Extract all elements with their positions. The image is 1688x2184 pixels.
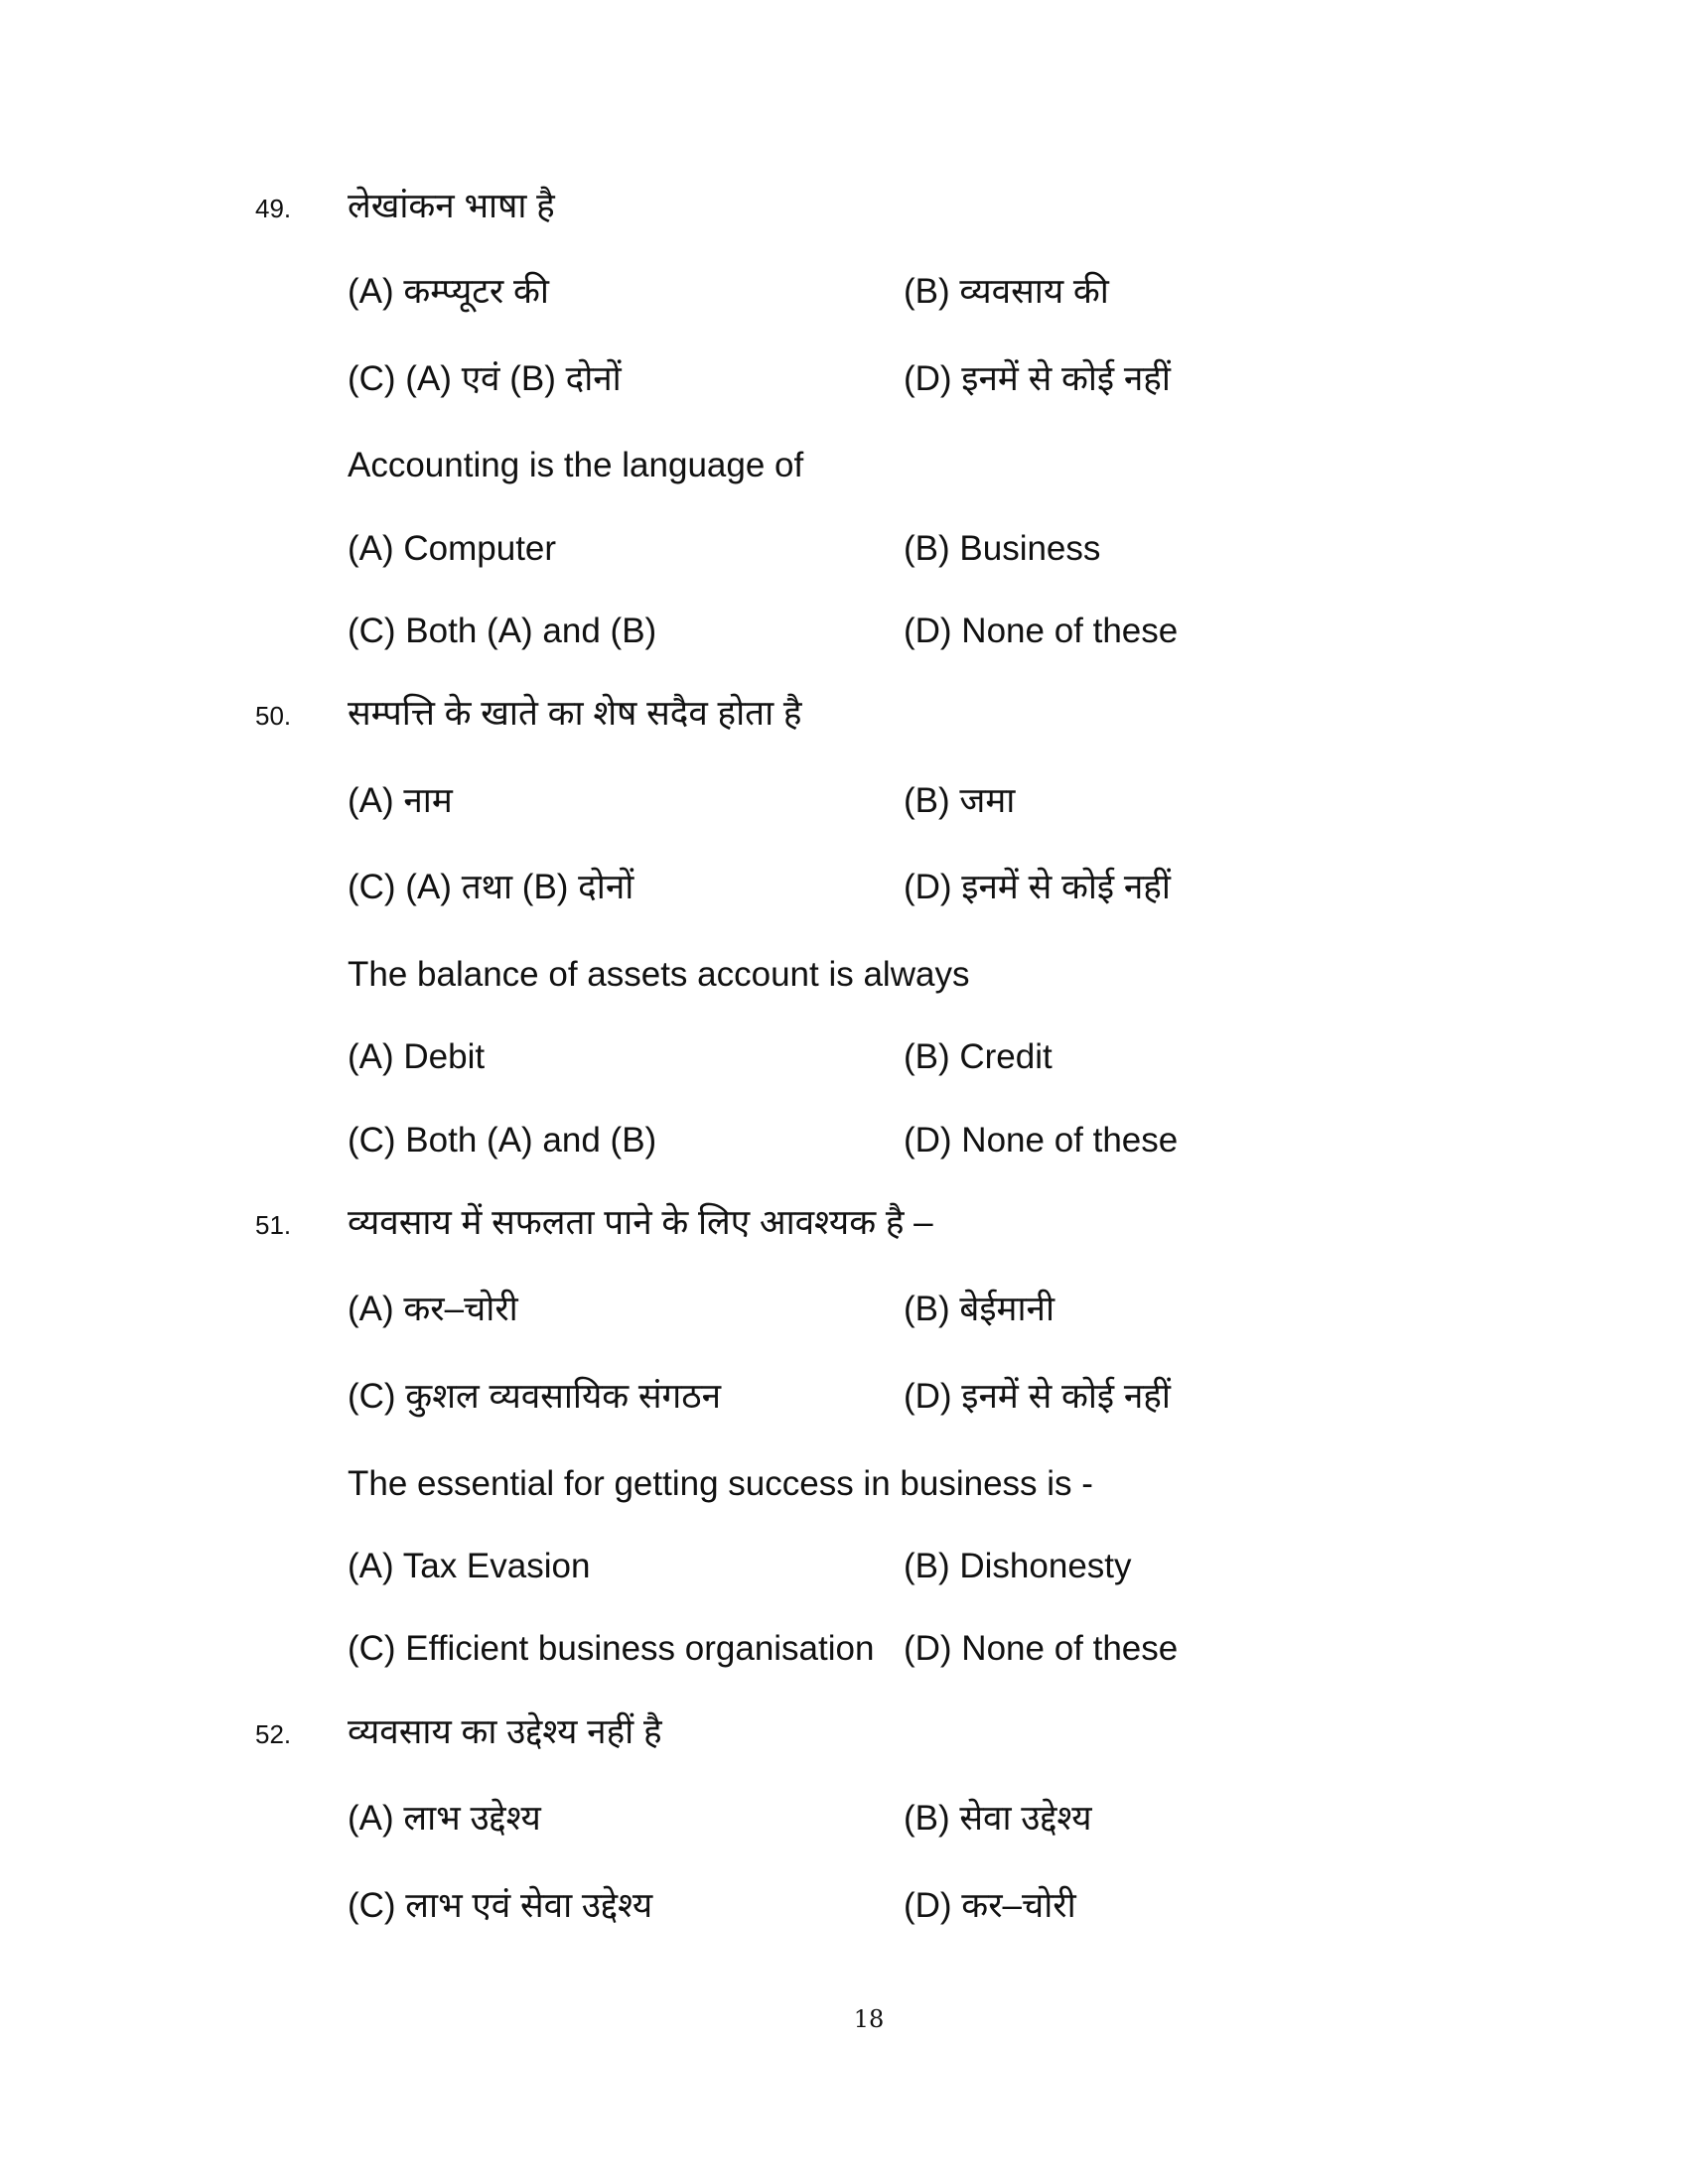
option-c-english: (C) Efficient business organisation [348, 1629, 875, 1668]
option-c-english: (C) Both (A) and (B) [348, 612, 657, 650]
question-number: 50. [255, 701, 292, 731]
page-number: 18 [853, 2005, 885, 2033]
option-b-hindi: (B) सेवा उद्देश्य [904, 1799, 1092, 1838]
option-d-hindi: (D) इनमें से कोई नहीं [904, 359, 1171, 398]
question-text-english: The balance of assets account is always [348, 955, 970, 994]
option-b-hindi: (B) बेईमानी [904, 1290, 1055, 1328]
question-number: 51. [255, 1210, 292, 1240]
option-c-hindi: (C) (A) एवं (B) दोनों [348, 359, 622, 398]
option-c-hindi: (C) लाभ एवं सेवा उद्देश्य [348, 1886, 653, 1925]
option-a-hindi: (A) लाभ उद्देश्य [348, 1799, 541, 1838]
question-number: 52. [255, 1719, 292, 1749]
question-number: 49. [255, 194, 292, 223]
option-d-hindi: (D) इनमें से कोई नहीं [904, 868, 1171, 906]
option-c-hindi: (C) कुशल व्यवसायिक संगठन [348, 1377, 721, 1416]
option-c-english: (C) Both (A) and (B) [348, 1121, 657, 1160]
question-text-hindi: सम्पत्ति के खाते का शेष सदैव होता है [348, 694, 802, 733]
option-b-hindi: (B) जमा [904, 781, 1016, 820]
option-d-english: (D) None of these [904, 1121, 1179, 1160]
option-b-hindi: (B) व्यवसाय की [904, 272, 1109, 311]
option-a-english: (A) Tax Evasion [348, 1547, 591, 1585]
question-text-hindi: व्यवसाय का उद्देश्य नहीं है [348, 1712, 662, 1751]
option-d-hindi: (D) कर–चोरी [904, 1886, 1076, 1925]
question-text-hindi: लेखांकन भाषा है [348, 187, 555, 225]
option-a-hindi: (A) कर–चोरी [348, 1290, 518, 1328]
question-text-english: The essential for getting success in business is - [348, 1464, 1093, 1503]
option-d-english: (D) None of these [904, 1629, 1179, 1668]
option-d-english: (D) None of these [904, 612, 1179, 650]
option-b-english: (B) Dishonesty [904, 1547, 1132, 1585]
option-d-hindi: (D) इनमें से कोई नहीं [904, 1377, 1171, 1416]
option-a-english: (A) Computer [348, 529, 557, 568]
option-a-hindi: (A) कम्प्यूटर की [348, 272, 549, 311]
option-b-english: (B) Business [904, 529, 1101, 568]
question-text-english: Accounting is the language of [348, 446, 804, 484]
option-a-english: (A) Debit [348, 1037, 486, 1076]
question-text-hindi: व्यवसाय में सफलता पाने के लिए आवश्यक है – [348, 1203, 933, 1242]
option-c-hindi: (C) (A) तथा (B) दोनों [348, 868, 634, 906]
option-b-english: (B) Credit [904, 1037, 1053, 1076]
option-a-hindi: (A) नाम [348, 781, 453, 820]
